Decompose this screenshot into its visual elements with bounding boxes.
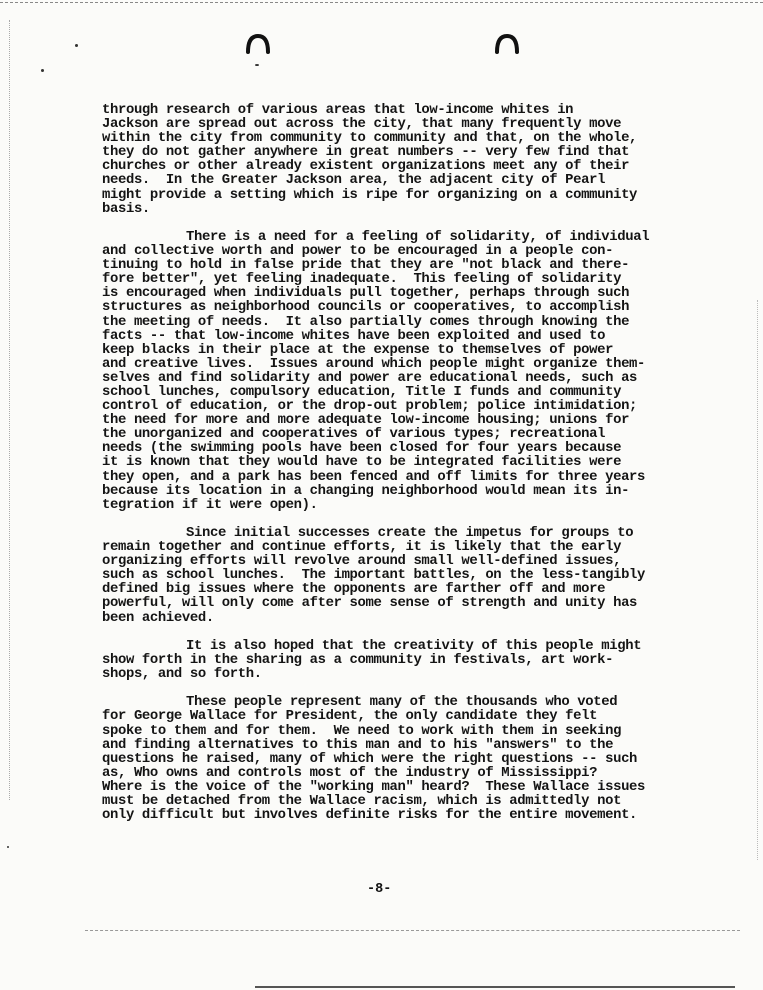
paragraph bbox=[102, 639, 702, 681]
line-text: needs. In the Greater Jackson area, the adjacent city of Pearl bbox=[102, 172, 606, 189]
text-line bbox=[102, 667, 702, 681]
text-line bbox=[102, 343, 702, 357]
line-text: powerful, will only come after some sense of strength and unity has bbox=[102, 595, 638, 612]
scan-speck bbox=[41, 69, 44, 72]
line-text: shops, and so forth. bbox=[102, 666, 262, 683]
text-line bbox=[102, 244, 702, 258]
line-text: school lunches, compulsory education, Title I funds and community bbox=[102, 383, 622, 400]
line-text: It is also hoped that the creativity of this people might bbox=[186, 637, 642, 654]
line-text: it is known that they would have to be integrated facilities were bbox=[102, 454, 622, 471]
paragraph bbox=[102, 103, 702, 216]
text-line bbox=[102, 794, 702, 808]
paragraph bbox=[102, 526, 702, 625]
line-text: control of education, or the drop-out problem; police intimidation; bbox=[102, 398, 638, 415]
text-line bbox=[102, 188, 702, 202]
punch-hole-icon bbox=[245, 32, 271, 54]
line-text: questions he raised, many of which were the right questions -- such bbox=[102, 750, 638, 767]
line-text: Since initial successes create the impetus for groups to bbox=[186, 525, 634, 541]
line-text: the need for more and more adequate low-income housing; unions for bbox=[102, 412, 630, 429]
line-text: selves and find solidarity and power are educational needs, such as bbox=[102, 369, 638, 386]
text-line bbox=[102, 315, 702, 329]
text-line bbox=[102, 329, 702, 343]
line-text: tegration if it were open). bbox=[102, 496, 318, 513]
text-line bbox=[102, 385, 702, 399]
text-line bbox=[102, 371, 702, 385]
line-text: spoke to them and for them. We need to work with them in seeking bbox=[102, 722, 622, 739]
line-text: tinuing to hold in false pride that they are "not black and there- bbox=[102, 257, 630, 274]
text-line bbox=[102, 427, 702, 441]
line-text: as, Who owns and controls most of the industry of Mississippi? bbox=[102, 764, 598, 781]
line-text: through research of various areas that low-income whites in bbox=[102, 102, 574, 118]
text-line bbox=[102, 413, 702, 427]
line-text: structures as neighborhood councils or cooperatives, to accomplish bbox=[102, 299, 630, 316]
line-text: keep blacks in their place at the expense to themselves of power bbox=[102, 341, 614, 358]
text-line bbox=[102, 103, 702, 117]
text-line bbox=[102, 286, 702, 300]
line-text: Where is the voice of the "working man" heard? These Wallace issues bbox=[102, 778, 646, 795]
line-text: organizing efforts will revolve around small well-defined issues, bbox=[102, 553, 622, 570]
text-line bbox=[102, 173, 702, 187]
text-line bbox=[102, 455, 702, 469]
text-line bbox=[102, 766, 702, 780]
text-line bbox=[102, 780, 702, 794]
scan-edge-right bbox=[757, 300, 758, 860]
text-line bbox=[102, 272, 702, 286]
line-text: the unorganized and cooperatives of various types; recreational bbox=[102, 426, 606, 443]
line-text: only difficult but involves definite risks for the entire movement. bbox=[102, 807, 638, 824]
text-line bbox=[102, 582, 702, 596]
scan-edge-left bbox=[9, 20, 10, 800]
line-text: for George Wallace for President, the only candidate they felt bbox=[102, 708, 598, 725]
line-text: remain together and continue efforts, it is likely that the early bbox=[102, 539, 622, 556]
text-line bbox=[102, 709, 702, 723]
line-text: must be detached from the Wallace racism, which is admittedly not bbox=[102, 792, 622, 809]
text-line bbox=[102, 300, 702, 314]
scan-edge-bottom bbox=[85, 930, 740, 931]
line-text: Jackson are spread out across the city, that many frequently move bbox=[102, 116, 622, 133]
line-text: might provide a setting which is ripe for organizing on a community bbox=[102, 186, 638, 203]
line-text: is encouraged when individuals pull together, perhaps through such bbox=[102, 285, 630, 302]
paragraph bbox=[102, 695, 702, 822]
text-line bbox=[102, 653, 702, 667]
text-line bbox=[102, 202, 702, 216]
line-text: churches or other already existent organizations meet any of their bbox=[102, 158, 630, 175]
scan-edge-top bbox=[0, 2, 763, 3]
text-line bbox=[102, 695, 702, 709]
line-text: defined big issues where the opponents are farther off and more bbox=[102, 581, 606, 598]
document-body bbox=[102, 103, 702, 822]
text-line bbox=[102, 611, 702, 625]
line-text: and creative lives. Issues around which people might organize them- bbox=[102, 355, 646, 372]
line-text: and collective worth and power to be encouraged in a people con- bbox=[102, 243, 614, 260]
line-text: show forth in the sharing as a community in festivals, art work- bbox=[102, 651, 614, 668]
text-line bbox=[102, 258, 702, 272]
text-line bbox=[102, 441, 702, 455]
line-text: the meeting of needs. It also partially comes through knowing the bbox=[102, 313, 630, 330]
text-line bbox=[102, 540, 702, 554]
text-line bbox=[102, 554, 702, 568]
line-text: within the city from community to community and that, on the whole, bbox=[102, 130, 638, 147]
text-line bbox=[102, 117, 702, 131]
line-text: because its location in a changing neighborhood would mean its in- bbox=[102, 482, 630, 499]
text-line bbox=[102, 230, 702, 244]
scan-speck bbox=[255, 64, 259, 66]
text-line bbox=[102, 357, 702, 371]
text-line bbox=[102, 724, 702, 738]
text-line bbox=[102, 738, 702, 752]
text-line bbox=[102, 470, 702, 484]
text-line bbox=[102, 596, 702, 610]
text-line bbox=[102, 159, 702, 173]
text-line bbox=[102, 568, 702, 582]
line-text: needs (the swimming pools have been closed for four years because bbox=[102, 440, 622, 457]
page-number: -8- bbox=[367, 882, 392, 897]
line-text: they do not gather anywhere in great numbers -- very few find that bbox=[102, 144, 630, 161]
line-text: and finding alternatives to this man and to his "answers" to the bbox=[102, 736, 614, 753]
scan-edge-bottom-solid bbox=[255, 986, 735, 988]
line-text: they open, and a park has been fenced and off limits for three years bbox=[102, 468, 646, 485]
text-line bbox=[102, 399, 702, 413]
line-text: such as school lunches. The important battles, on the less-tangibly bbox=[102, 567, 646, 584]
line-text: been achieved. bbox=[102, 609, 214, 626]
scan-speck bbox=[7, 846, 9, 848]
text-line bbox=[102, 145, 702, 159]
text-line bbox=[102, 131, 702, 145]
line-text: There is a need for a feeling of solidarity, of individual bbox=[186, 228, 650, 245]
line-text: These people represent many of the thousands who voted bbox=[186, 694, 618, 711]
punch-hole-icon bbox=[494, 32, 520, 54]
line-text: facts -- that low-income whites have been exploited and used to bbox=[102, 327, 606, 344]
line-text: basis. bbox=[102, 200, 150, 217]
scan-speck bbox=[75, 44, 78, 47]
text-line bbox=[102, 498, 702, 512]
text-line bbox=[102, 526, 702, 540]
line-text: fore better", yet feeling inadequate. This feeling of solidarity bbox=[102, 271, 622, 288]
text-line bbox=[102, 484, 702, 498]
text-line bbox=[102, 808, 702, 822]
paragraph bbox=[102, 230, 702, 512]
text-line bbox=[102, 752, 702, 766]
text-line bbox=[102, 639, 702, 653]
